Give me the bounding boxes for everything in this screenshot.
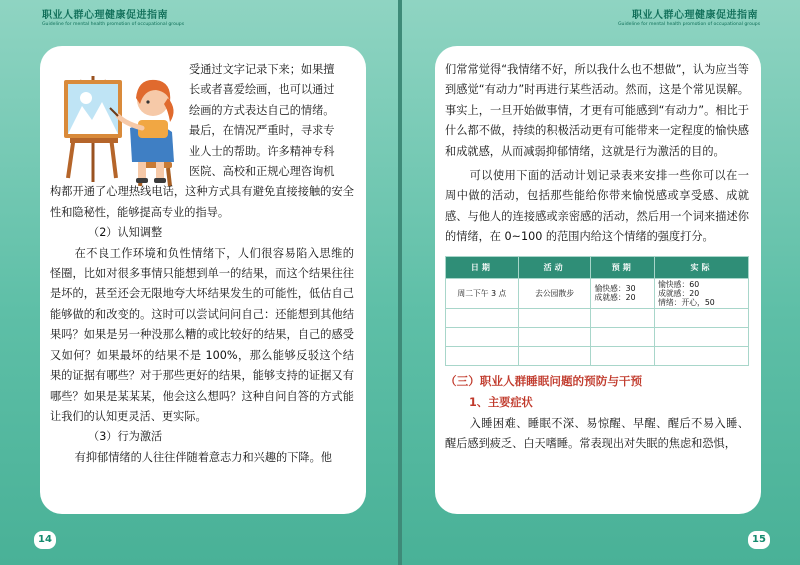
paragraph-helpline: 构都开通了心理热线电话，这种方式具有避免直接接触的安全性和隐秘性，能够提高专业的指导。: [50, 185, 354, 219]
wrapped-line: 业人士的帮助。许多精神专科: [189, 144, 335, 158]
paragraph-activity-plan: 可以使用下面的活动计划记录表来安排一些你可以在一周中做的活动，包括那些能给你带来愉悦感或享受感、成就感、与他人的连接感或亲密感的活动，然后用一个词来描述你的情绪，在 0~100 的范围内给这个情绪的强度打分。: [445, 169, 749, 244]
actual-achievement: 成就感：20: [658, 288, 700, 298]
right-page-text: [445, 60, 749, 454]
header-subtitle: Guideline for mental health promotion of occupational groups: [618, 22, 761, 27]
heading-main-symptoms: 1、主要症状: [469, 395, 533, 409]
column-header-expected: 预期: [591, 256, 655, 278]
paragraph-behavioral-start: 有抑郁情绪的人往往伴随着意志力和兴趣的下降。他: [74, 450, 332, 464]
expected-achievement: 成就感：20: [594, 293, 636, 303]
right-page: [402, 0, 800, 565]
wrapped-line: 长或者喜爱绘画，也可以通过: [189, 83, 335, 97]
table-header-row: [446, 256, 749, 278]
wrapped-line: 医院、高校和正规心理咨询机: [189, 165, 335, 179]
wrapped-line: 受通过文字记录下来；如果擅: [189, 63, 335, 76]
paragraph-motivation: 们常常觉得“我情绪不好，所以我什么也不想做”，认为应当等到感觉“有动力”时再进行某些活动。然而，这是个常见误解。事实上，一旦开始做事情，才更有可能感到“有动力”。相比于什么都不做，持续的积极活动更有可能带来一定程度的愉快感和成就感，从而减弱抑郁情绪，这就是行为激活的目的。: [445, 63, 749, 158]
content-card: [40, 46, 366, 514]
column-header-actual: 实际: [655, 256, 749, 278]
running-header: [618, 6, 761, 32]
left-page-text: [50, 60, 354, 468]
running-header: [42, 6, 185, 32]
left-page: [0, 0, 398, 565]
section-title-sleep: （三）职业人群睡眠问题的预防与干预: [445, 373, 643, 388]
cell-date: 周二下午 3 点: [446, 278, 519, 308]
header-title: 职业人群心理健康促进指南: [632, 10, 758, 21]
table-row: [446, 346, 749, 365]
content-card: [435, 46, 761, 514]
paragraph-symptoms: 入睡困难、睡眠不深、易惊醒、早醒、醒后不易入睡、醒后感到疲乏、白天嗜睡。常表现出对失眠的焦虑和恐惧，: [445, 416, 749, 451]
paragraph-cognitive: 在不良工作环境和负性情绪下，人们很容易陷入思维的怪圈，比如对很多事情只能想到单一的结果，而这个结果往往是坏的，甚至还会无限地夸大坏结果发生的可能性，低估自己能够做的和改变的。这时可以尝试问问自己：还能想到其他结果吗？如果是另一种没那么糟的或比较好的结果，自己的感受又如何？如果最坏的结果不是 100%，那么能够反驳这个结果的证据有哪些？对于那些更好的结果，能够支持的证据又有哪些？如果是某某某，他会这么想吗？这种自问自答的方式能让我们的认知更灵活、更实际。: [50, 246, 354, 423]
cell-actual: [655, 278, 749, 308]
column-header-activity: 活动: [518, 256, 591, 278]
cell-activity: 去公园散步: [518, 278, 591, 308]
wrapped-line: 最后，在情况严重时，寻求专: [189, 124, 335, 138]
expected-pleasure: 愉快感：30: [594, 284, 636, 294]
activity-plan-table: [445, 256, 749, 366]
actual-pleasure: 愉快感：60: [658, 279, 700, 289]
wrapped-line: 绘画的方式表达自己的情绪。: [189, 103, 335, 117]
table-row: [446, 278, 749, 308]
page-number-right: 15: [748, 531, 770, 549]
header-subtitle: Guideline for mental health promotion of occupational groups: [42, 22, 185, 27]
header-title: 职业人群心理健康促进指南: [42, 10, 168, 21]
heading-behavioral-activation: （3）行为激活: [88, 430, 163, 444]
heading-cognitive-adjustment: （2）认知调整: [88, 226, 163, 240]
table-row: [446, 308, 749, 327]
cell-expected: [591, 278, 655, 308]
actual-mood: 情绪：开心，50: [658, 297, 715, 307]
column-header-date: 日期: [446, 256, 519, 278]
table-row: [446, 327, 749, 346]
page-number-left: 14: [34, 531, 56, 549]
